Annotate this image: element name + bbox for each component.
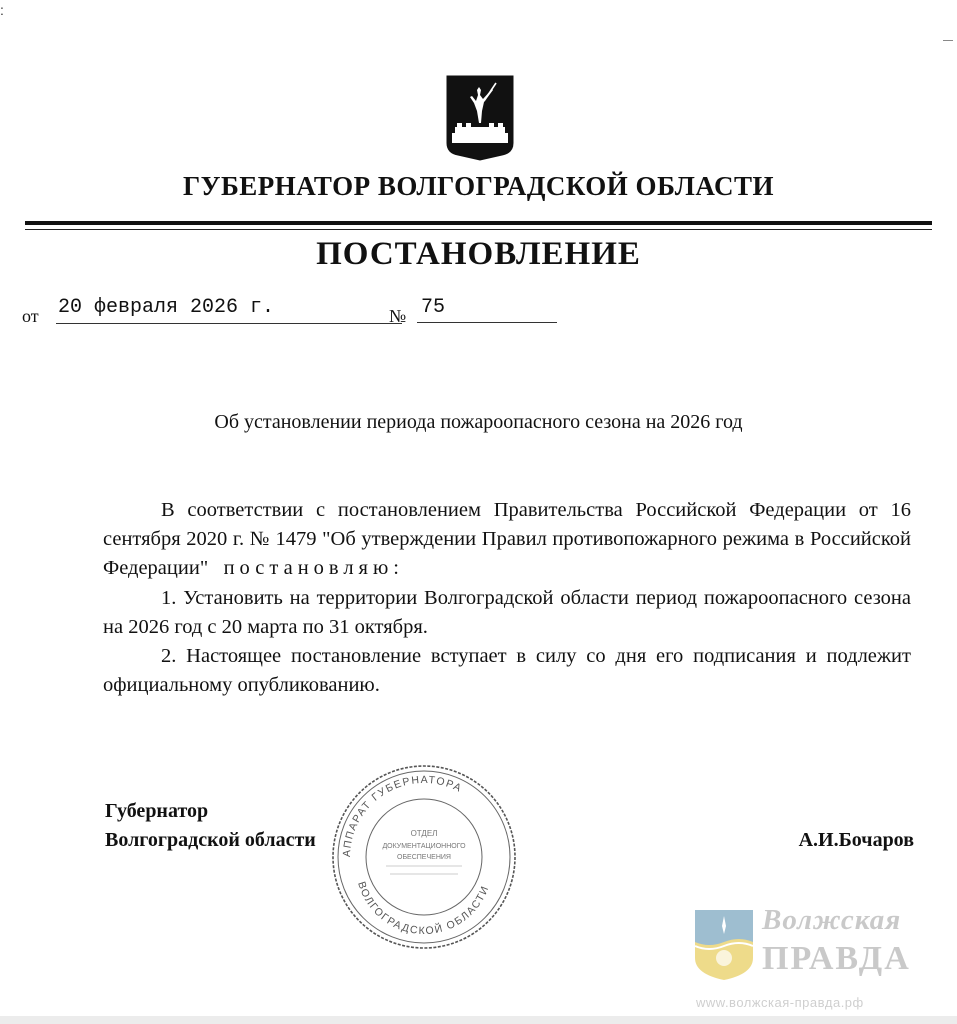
number-prefix: № — [389, 306, 407, 326]
svg-text:ВОЛГОГРАДСКОЙ ОБЛАСТИ: ВОЛГОГРАДСКОЙ ОБЛАСТИ — [355, 880, 492, 938]
preamble-paragraph — [103, 496, 911, 584]
svg-text:ОТДЕЛ: ОТДЕЛ — [410, 829, 438, 838]
document-type: ПОСТАНОВЛЕНИЕ — [316, 236, 641, 272]
official-seal-icon — [328, 762, 520, 952]
document-date: 20 февраля 2026 г. — [56, 296, 402, 324]
document-number: 75 — [417, 296, 557, 323]
date-prefix: от — [22, 306, 39, 326]
header-rule-thick — [25, 221, 932, 225]
item-paragraph-1: 1. Установить на территории Волгоградской области период пожароопасного сезона на 2026 год с 20 марта по 31 октября. — [103, 586, 911, 638]
document-body — [103, 496, 911, 700]
volgograd-emblem-icon — [446, 75, 514, 161]
corner-mark: : — [0, 2, 4, 18]
svg-text:ДОКУМЕНТАЦИОННОГО: ДОКУМЕНТАЦИОННОГО — [382, 843, 466, 850]
watermark-word-1: Волжская — [762, 904, 902, 936]
corner-dash — [943, 40, 953, 41]
svg-text:ОБЕСПЕЧЕНИЯ: ОБЕСПЕЧЕНИЯ — [397, 854, 451, 861]
svg-text:АППАРАТ ГУБЕРНАТОРА: АППАРАТ ГУБЕРНАТОРА — [340, 773, 465, 858]
publisher-watermark — [690, 904, 952, 1022]
signatory-name: А.И.Бочаров — [798, 829, 914, 851]
preamble-text: В соответствии с постановлением Правительства Российской Федерации от 16 сентября 2020 г. № 1479 "Об утверждении Правил противопожарного режима в Российской Федерации" — [103, 499, 911, 580]
bottom-band — [0, 1016, 957, 1024]
item-paragraph-2: 2. Настоящее постановление вступает в силу со дня его подписания и подлежит официальному опубликованию. — [103, 645, 911, 697]
date-number-line — [22, 296, 582, 332]
position-line-2: Волгоградской области — [105, 829, 316, 851]
governor-title: ГУБЕРНАТОР ВОЛГОГРАДСКОЙ ОБЛАСТИ — [182, 171, 775, 201]
position-line-1: Губернатор — [105, 800, 209, 822]
volzhskaya-pravda-logo-icon — [693, 908, 755, 982]
signatory-position — [105, 797, 316, 855]
document-subject: Об установлении периода пожароопасного сезона на 2026 год — [214, 411, 743, 433]
decree-word: постановляю: — [223, 557, 404, 580]
watermark-url: www.волжская-правда.рф — [696, 995, 864, 1010]
header-rule-thin — [25, 229, 932, 230]
watermark-word-2: ПРАВДА — [762, 940, 911, 977]
